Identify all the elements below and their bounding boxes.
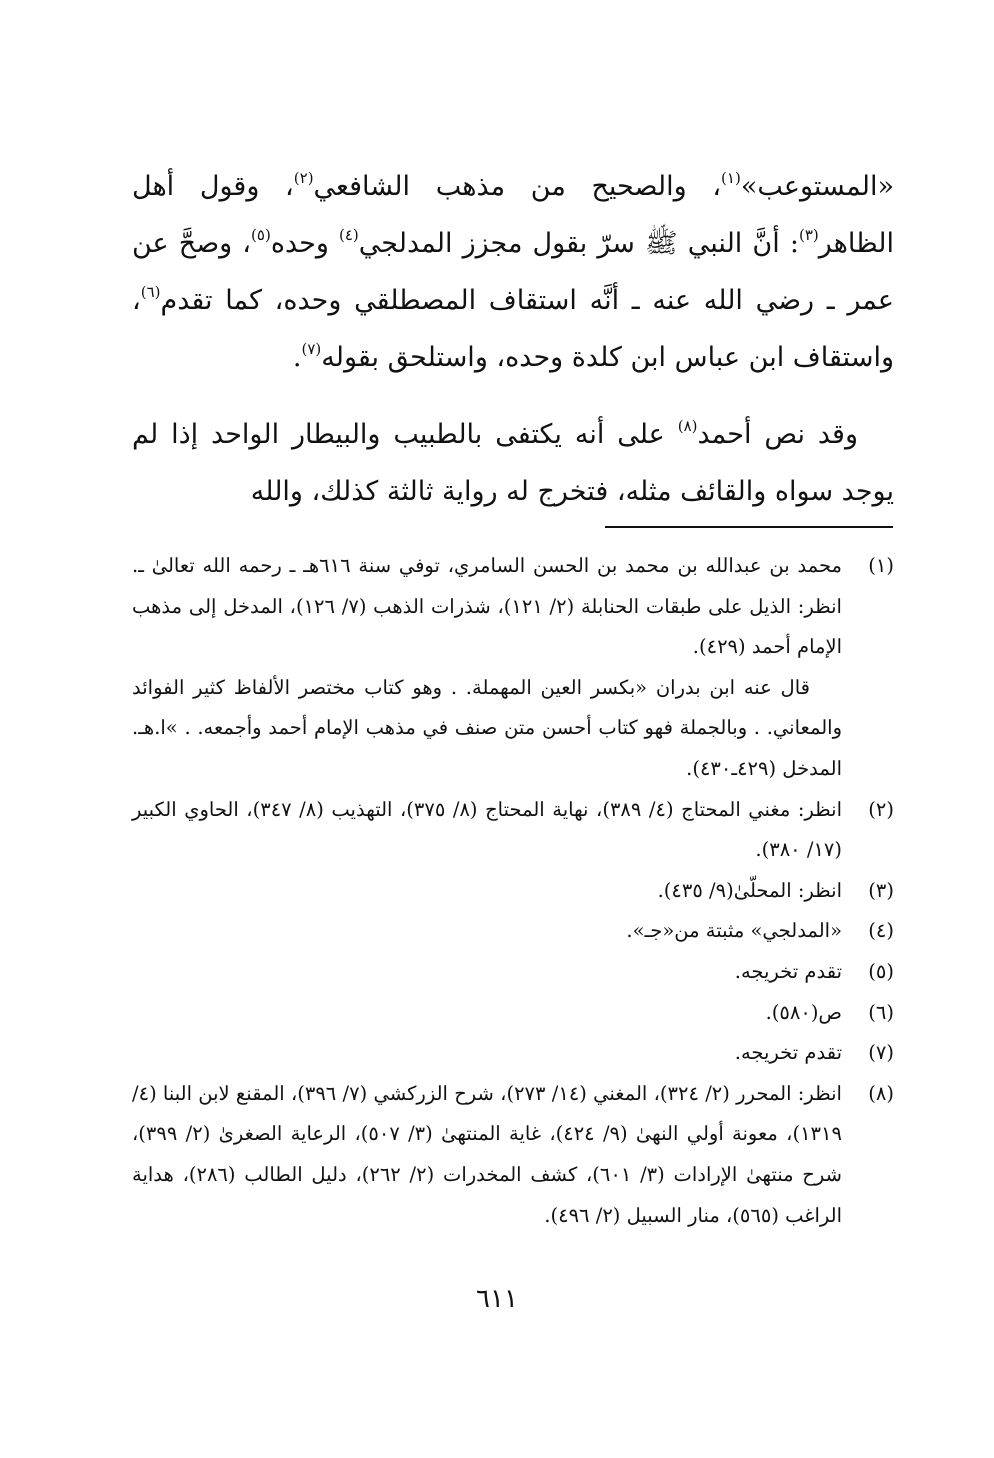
footnote-ref[interactable]: (١) — [721, 169, 741, 187]
footnote-ref[interactable]: (٧) — [301, 340, 322, 358]
footnote-text: انظر: المحلّىٰ(٩/ ٤٣٥). — [657, 878, 842, 902]
footnote-ref[interactable]: (٨) — [677, 417, 698, 435]
text-run: وحده — [270, 228, 339, 259]
footnote-2 — [132, 790, 894, 871]
footnote-number: (٦) — [868, 1000, 894, 1024]
text-run: : أنَّ النبي ﷺ سرّ بقول مجزز المدلجي — [358, 228, 799, 259]
footnote-1 — [132, 546, 894, 668]
footnote-number: (٢) — [868, 797, 894, 821]
text-run: وقد نص أحمد — [697, 419, 858, 450]
footnote-8 — [132, 1074, 894, 1236]
footnote-ref[interactable]: (٤) — [339, 226, 359, 244]
footnote-text: انظر: المحرر (٢/ ٣٢٤)، المغني (١٤/ ٢٧٣)، شرح الزركشي (٧/ ٣٩٦)، المقنع لابن البنا (٤/ ١٣١٩)، معونة أولي النهىٰ (٩/ ٤٢٤)، غاية المنتهىٰ (٣/ ٥٠٧)، الرعاية الصغرىٰ (٢/ ٣٩٩)، شرح منتهىٰ الإرادات (٣/ ٦٠١)، كشف المخدرات (٢/ ٢٦٢)، دليل الطالب (٢٨٦)، هداية الراغب (٥٦٥)، منار السبيل (٢/ ٤٩٦). — [132, 1081, 842, 1227]
text-run: ، وصحَّ عن عمر ـ رضي الله عنه ـ أنَّه استقاف المصطلقي وحده، كما تقدم — [132, 228, 894, 316]
text-run: «المستوعب» — [740, 171, 894, 202]
footnote-number: (٥) — [868, 959, 894, 983]
footnote-5 — [132, 952, 894, 993]
footnote-number: (١) — [868, 554, 894, 577]
text-run: ، وقول أهل الظاهر — [132, 171, 895, 259]
text-run: . — [292, 342, 302, 373]
footnote-6 — [132, 993, 894, 1034]
footnote-number: (٤) — [868, 919, 894, 943]
footnote-ref[interactable]: (٢) — [293, 169, 314, 187]
footnote-7 — [132, 1033, 894, 1074]
footnote-ref[interactable]: (٥) — [251, 226, 271, 244]
footnote-text: ص(٥٨٠). — [765, 1000, 842, 1024]
footnote-number: (٧) — [868, 1041, 894, 1065]
footnote-ref[interactable]: (٦) — [140, 283, 161, 301]
footnote-separator — [605, 526, 893, 528]
text-run: على أنه يكتفى بالطبيب والبيطار الواحد إذا لم يوجد سواه والقائف مثله، فتخرج له رواية ثالثة كذلك، والله — [132, 419, 894, 507]
footnote-text: تقدم تخريجه. — [734, 959, 842, 983]
paragraph-1 — [132, 158, 894, 386]
main-text — [132, 158, 894, 520]
footnote-text: تقدم تخريجه. — [734, 1041, 842, 1065]
footnote-4 — [132, 911, 894, 952]
text-run: ، واستقاف ابن عباس ابن كلدة وحده، واستلحق بقوله — [132, 285, 894, 373]
paragraph-2 — [132, 406, 894, 520]
footnote-number: (٣) — [868, 878, 894, 902]
footnote-text: انظر: مغني المحتاج (٤/ ٣٨٩)، نهاية المحتاج (٨/ ٣٧٥)، التهذيب (٨/ ٣٤٧)، الحاوي الكبير (١٧/ ٣٨٠). — [132, 797, 842, 862]
footnote-text: «المدلجي» مثبتة من«جـ». — [626, 919, 842, 943]
footnote-ref[interactable]: (٣) — [798, 226, 819, 244]
footnote-number: (٨) — [868, 1081, 894, 1105]
footnote-1-continuation: قال عنه ابن بدران «بكسر العين المهملة. . وهو كتاب مختصر الألفاظ كثير الفوائد والمعاني. . وبالجملة فهو كتاب أحسن متن صنف في مذهب الإمام أحمد وأجمعه. . »ا.هـ. المدخل (٤٢٩ـ٤٣٠). — [132, 675, 842, 780]
text-run: ، والصحيح من مذهب الشافعي — [313, 171, 722, 202]
footnote-text: محمد بن عبدالله بن محمد بن الحسن السامري، توفي سنة ٦١٦هـ ـ رحمه الله تعالىٰ ـ. انظر: الذيل على طبقات الحنابلة (٢/ ١٢١)، شذرات الذهب (٧/ ١٢٦)، المدخل إلى مذهب الإمام أحمد (٤٢٩). — [132, 554, 842, 659]
page-number: ٦١١ — [476, 1284, 518, 1314]
footnotes — [132, 546, 894, 1236]
footnote-3 — [132, 871, 894, 912]
